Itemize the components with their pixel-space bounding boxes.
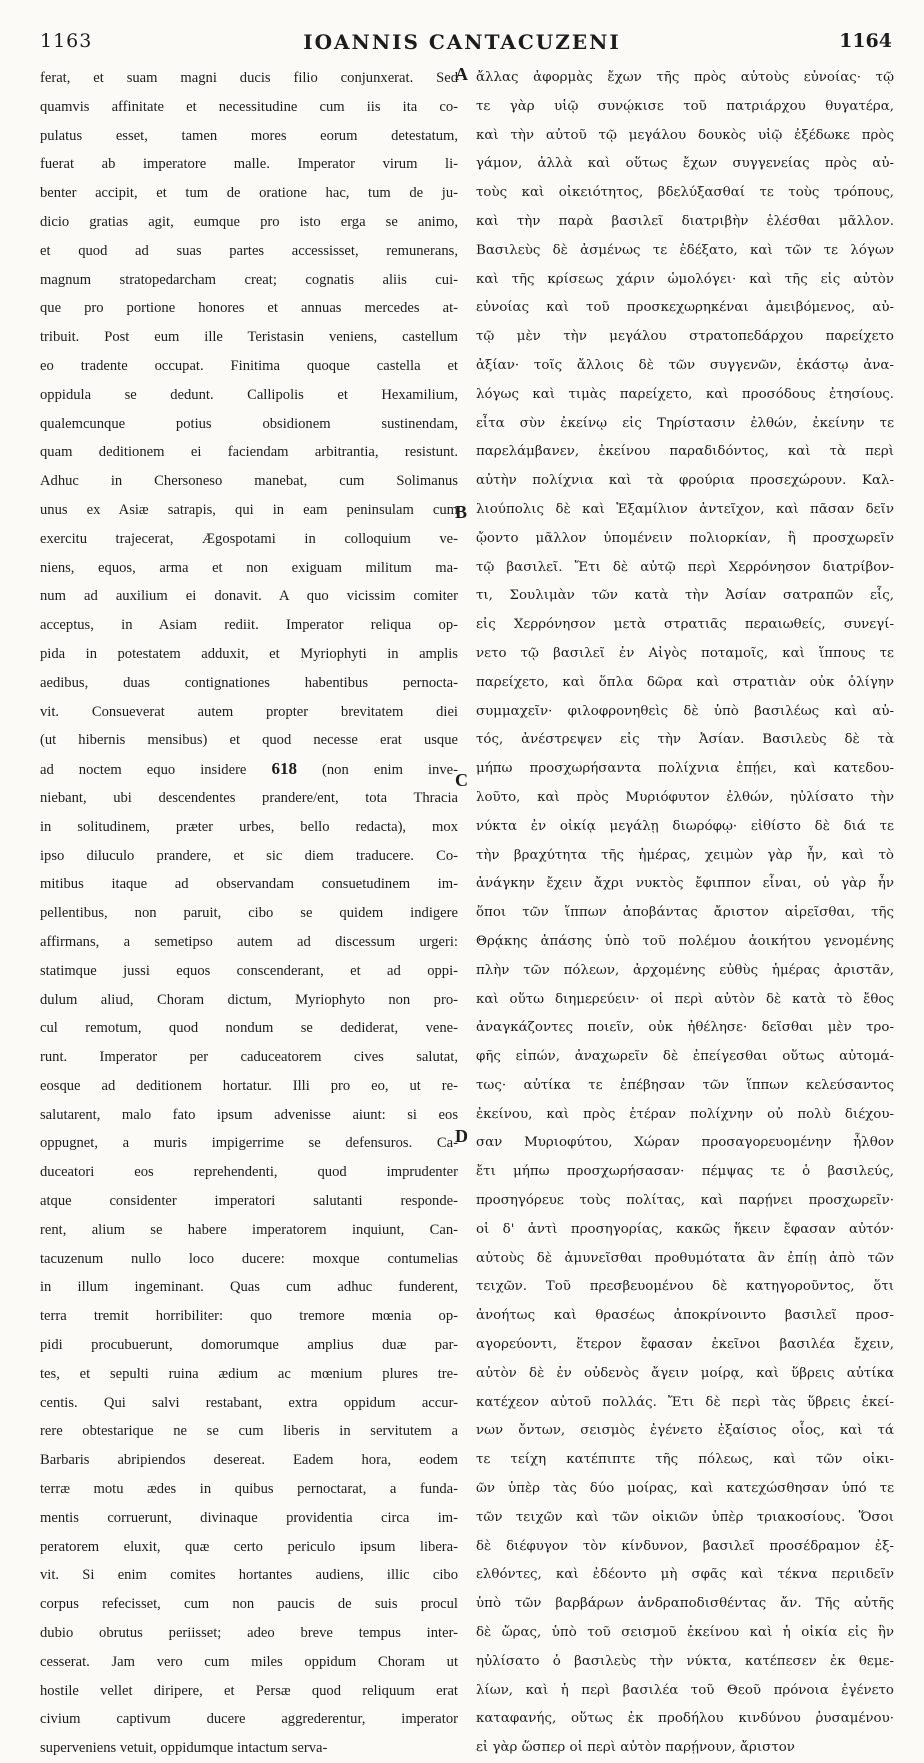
text-line: ferat, et suam magni ducis filio conjunxerat. Sed xyxy=(40,70,458,86)
text-fragment: ad noctem equo insidere xyxy=(40,762,247,779)
text-line: Βασιλεὺς δὲ ἀσμένως τε ἐδέξατο, καὶ τῶν τε λόγων xyxy=(476,242,894,258)
text-line: Θρᾴκης ἁπάσης ὑπὸ τοῦ πολέμου ἀοικήτου γενομένης xyxy=(476,933,894,949)
text-line: corpus refecisset, cum non paucis de suis procul xyxy=(40,1596,458,1613)
text-line: hostile vellet diripere, et Persæ quod reliquum erat xyxy=(40,1682,458,1699)
text-line: rent, alium se habere imperatorem inquiunt, Can- xyxy=(40,1221,458,1238)
text-line: τῷ βασιλεῖ. Ἔτι δὲ αὐτῷ περὶ Χερρόνησον διατρίβον- xyxy=(476,559,894,575)
text-line: peratorem eluxit, quæ certo periculo ipsum libera- xyxy=(40,1538,458,1555)
text-line: δὲ διέφυγον τὸν κίνδυνον, βασιλεῖ προσέδραμον ἐξ- xyxy=(476,1538,894,1554)
text-line: fuerat ab imperatore malle. Imperator virum li- xyxy=(40,156,458,173)
text-line: in illum ingeminant. Quas cum adhuc funderent, xyxy=(40,1279,458,1296)
text-line: νων ὄντων, σεισμὸς ἐγένετο ἐξαίσιος οἷος, καὶ τά xyxy=(476,1423,894,1439)
text-line: statimque jussi equos conscenderant, et ad oppi- xyxy=(40,962,458,979)
text-line: οἱ δ' ἀντὶ προσηγορίας, κακῶς ἥκειν ἔφασαν αὐτόν· xyxy=(476,1221,894,1237)
text-line: tes, et sepulti ruina ædium ac mœnium plures tre- xyxy=(40,1365,458,1382)
running-title: IOANNIS CANTACUZENI xyxy=(303,30,621,54)
page-number-right: 1164 xyxy=(839,30,892,52)
text-line: καὶ τὴν παρὰ βασιλεῖ διατριβὴν ἑλέσθαι μᾶλλον. xyxy=(476,213,894,229)
text-line: γάμον, ἀλλὰ καὶ οὕτως ἔχων συγγενείας πρὸς αὐ- xyxy=(476,156,894,172)
text-line: que pro portione honores et annuas mercedes at- xyxy=(40,300,458,317)
text-line: τῶν τειχῶν καὶ τῶν οἰκιῶν ὑπὲρ τριακοσίους. Ὅσοι xyxy=(476,1509,894,1525)
text-line: qualemcunque potius obsidionem sustinendam, xyxy=(40,415,458,432)
text-line: τι, Σουλιμὰν τῶν κατὰ τὴν Ἀσίαν σατραπῶν εἷς, xyxy=(476,588,894,604)
text-fragment: (non enim inve- xyxy=(322,762,458,779)
text-line: superveniens vetuit, oppidumque intactum serva- xyxy=(40,1740,328,1757)
text-line: et quod ad suas partes accessisset, remunerans, xyxy=(40,242,458,259)
text-line: πλὴν τῶν πόλεων, ἀρχομένης εὐθὺς ἡμέρας ἀριστᾶν, xyxy=(476,962,894,978)
text-line: μήπω προσχωρήσαντα πολίχνια ἐπῄει, καὶ κατεδου- xyxy=(476,761,894,777)
text-line: εἶτα σὺν ἐκείνῳ εἰς Τηρίστασιν ἐλθών, ἐκείνην τε xyxy=(476,415,894,431)
text-line: aedibus, duas contignationes habentibus pernocta- xyxy=(40,674,458,691)
text-line: τειχῶν. Τοῦ πρεσβευομένου δὲ κατηγοροῦντος, ὅτι xyxy=(476,1279,894,1295)
text-line: eo tradente occupat. Finitima quoque castella et xyxy=(40,357,458,374)
text-line: Barbaris abripiendos desereat. Eadem hora, eodem xyxy=(40,1452,458,1469)
text-line: ὑπὸ τῶν βαρβάρων ἀνδραποδισθέντας ἄν. Τῆς αὐτῆς xyxy=(476,1596,894,1612)
text-line: (ut hibernis mensibus) et quod necesse erat usque xyxy=(40,732,458,749)
text-line: affirmans, a semetipso autem ad discessum urgeri: xyxy=(40,933,458,950)
text-line: σαν Μυριοφύτου, Χώραν προσαγορευομένην ἦλθον xyxy=(476,1135,894,1151)
text-line: καὶ τῆς κρίσεως χάριν ὡμολόγει· καὶ τῆς εἰς αὐτὸν xyxy=(476,271,894,287)
text-line: ἐκείνου, καὶ πρὸς ἑτέραν πολίχνην οὐ πολὺ διέχου- xyxy=(476,1106,894,1122)
section-marker-c: C xyxy=(455,770,468,790)
text-line: καὶ οὕτω διημερεύειν· οἱ περὶ αὐτὸν δὲ κατὰ τὸ ἔθος xyxy=(476,991,894,1007)
text-line: ipso diluculo prandere, et sic diem traducere. Co- xyxy=(40,847,458,864)
text-line: ηὐλίσατο ὁ βασιλεὺς τὴν νύκτα, κατέπεσεν ἐκ θεμε- xyxy=(476,1653,894,1669)
text-line: atque considenter imperatori salutanti responde- xyxy=(40,1193,458,1210)
text-line: εὐνοίας καὶ τοῦ προσκεχωρηκέναι ἀμειβόμενος, αὐ- xyxy=(476,300,894,316)
text-line: num ad auxilium ei donavit. A quo vicissim comiter xyxy=(40,588,458,605)
latin-text-column xyxy=(40,64,458,1763)
text-line: αγορεύοντι, ἕτερον ἔφασαν ἐκεῖνοι βασιλέα ἔχειν, xyxy=(476,1337,894,1353)
text-line: εἰ γὰρ ὥσπερ οἱ περὶ αὐτὸν παρῄνουν, ἄριστον xyxy=(476,1740,795,1756)
text-line: συμμαχεῖν· φιλοφρονηθεὶς δὲ ὑπὸ βασιλέως καὶ αὐ- xyxy=(476,703,894,719)
text-line: ἀναγκάζοντες ποιεῖν, οὐκ ἠθέλησε· δεῖσθαι μὲν τρο- xyxy=(476,1020,894,1036)
text-line: ἀνοήτως καὶ θρασέως ἀποκρίνοιντο βασιλεῖ προσ- xyxy=(476,1308,894,1324)
text-line: τοὺς καὶ οἰκειότητος, βδελύξασθαί τε τοὺς τρόπους, xyxy=(476,185,894,201)
text-line: λίων, καὶ ἡ περὶ βασιλέα τοῦ Θεοῦ πρόνοια ἐγένετο xyxy=(476,1682,894,1698)
text-line: νετο τῷ βασιλεῖ ἐν Αἰγὸς ποταμοῖς, καὶ ἵππους τε xyxy=(476,645,894,661)
page-header xyxy=(0,0,924,56)
text-line: niens, equos, arma et non exiguam militum ma- xyxy=(40,559,458,576)
text-line: benter accipit, et tum de oratione hac, tum de ju- xyxy=(40,185,458,202)
text-line: pida in potestatem adduxit, et Myriophyti in amplis xyxy=(40,645,458,662)
text-line: αὐτοὺς δὲ ἀμυνεῖσθαι προθυμότατα ἂν ἐπίῃ ἀπὸ τῶν xyxy=(476,1250,894,1266)
text-line: duceatori eos reprehendenti, quod imprudenter xyxy=(40,1164,458,1181)
section-marker-a: A xyxy=(455,64,468,84)
text-line: pidi procubuerunt, domorumque amplius duæ par- xyxy=(40,1337,458,1354)
text-line: καταφανής, οὕτως ἐκ προδήλου κινδύνου ῥυσαμένου· xyxy=(476,1711,894,1727)
text-line: λόγως καὶ τιμὰς παρείχετο, καὶ προσόδους ἐτησίους. xyxy=(476,386,894,402)
text-line: ῶν ὑπὲρ τὰς δύο μοίρας, καὶ κατεχώσθησαν ὑπό τε xyxy=(476,1481,894,1497)
text-line: λοῦτο, καὶ πρὸς Μυριόφυτον ἐλθών, ηὐλίσατο τὴν xyxy=(476,789,894,805)
text-line: τε γὰρ υἱῷ συνῴκισε τοῦ πατριάρχου θυγατέρα, xyxy=(476,98,894,114)
text-line: exercitu trajecerat, Ægospotami in colloquium ve- xyxy=(40,530,458,547)
text-line: pulatus esset, tamen mores eorum detestatum, xyxy=(40,127,458,144)
text-line: in solitudinem, præter urbes, bello redacta), mox xyxy=(40,818,458,835)
text-line: salutarent, malo fato ipsum advenisse aiunt: si eos xyxy=(40,1106,458,1123)
page-reference-mark: 618 xyxy=(271,759,297,779)
text-line: προσηγόρευε τοὺς πολίτας, καὶ παρῄνει προσχωρεῖν· xyxy=(476,1193,894,1209)
text-line: παρείχετο, καὶ ὅπλα δῶρα καὶ στρατιὰν οὐκ ὀλίγην xyxy=(476,674,894,690)
text-line: tribuit. Post eum ille Teristasin veniens, castellum xyxy=(40,329,458,346)
text-line: terra tremit horribiliter: quo tremore mœnia op- xyxy=(40,1308,458,1325)
text-line: dubio obrutus periisset; adeo breve tempus inter- xyxy=(40,1625,458,1642)
text-line: ἀξίαν· τοῖς ἄλλοις δὲ τῶν συγγενῶν, ἑκάστῳ ἀνα- xyxy=(476,357,894,373)
text-line: oppugnet, a muris impigerrime se defensuros. Ca- xyxy=(40,1135,458,1152)
text-line: centis. Qui salvi restabant, extra oppidum accur- xyxy=(40,1394,458,1411)
section-marker-d: D xyxy=(455,1126,468,1146)
text-line: tacuzenum nullo loco ducere: moxque contumelias xyxy=(40,1250,458,1267)
text-line: terræ motu ædes in quibus pernoctarat, a funda- xyxy=(40,1481,458,1498)
text-line: pellentibus, non paruit, cibo se quidem indigere xyxy=(40,905,458,922)
text-line: παρελάμβανεν, ἐκείνου παραδιδόντος, καὶ τὰ περὶ xyxy=(476,444,894,460)
text-line: ᾤοντο μᾶλλον ὑπομένειν πολιορκίαν, ἢ προσχωρεῖν xyxy=(476,530,894,546)
text-line: νύκτα ἐν οἰκίᾳ μεγάλῃ διωρόφῳ· εἰθίστο δὲ διά τε xyxy=(476,818,894,834)
text-line: runt. Imperator per caduceatorem cives salutat, xyxy=(40,1049,458,1066)
text-line: eosque ad deditionem hortatur. Illi pro eo, ut re- xyxy=(40,1077,458,1094)
text-line: cesserat. Jam vero cum miles oppidum Choram ut xyxy=(40,1653,458,1670)
text-line: cul remotum, quod nondum se dediderat, vene- xyxy=(40,1020,458,1037)
text-line: ἀνάγκην ἔχειν ἄχρι νυκτὸς ἔφιππον εἶναι, οὐ γὰρ ἦν xyxy=(476,876,894,892)
text-line: τῷ μὲν τὴν μεγάλου στρατοπεδάρχου παρείχετο xyxy=(476,329,894,345)
greek-text-column xyxy=(476,64,894,1763)
text-line: quamvis affinitate et necessitudine cum iis ita co- xyxy=(40,98,458,115)
text-line: acceptus, in Asiam rediit. Imperator reliqua op- xyxy=(40,617,458,634)
text-line: τε τείχη κατέπιπτε τῆς πόλεως, καὶ τῶν οἰκι- xyxy=(476,1452,894,1468)
text-line: mentis corruerunt, divinaque providentia circa im- xyxy=(40,1509,458,1526)
text-line: rere obtestarique ne se cum liberis in servitutem a xyxy=(40,1423,458,1440)
section-marker-b: B xyxy=(455,502,468,522)
text-line: dulum aliud, Choram dictum, Myriophyto non pro- xyxy=(40,991,458,1008)
text-line xyxy=(40,755,458,784)
page-number-left: 1163 xyxy=(40,30,93,52)
text-line: τός, ἀνέστρεψεν εἰς τὴν Ἀσίαν. Βασιλεὺς δὲ τὰ xyxy=(476,732,894,748)
text-line: quam deditionem ei faciendam arbitrantia, resistunt. xyxy=(40,444,458,461)
text-line: niebant, ubi descendentes prandere/ent, tota Thracia xyxy=(40,789,458,806)
text-line: ἔτι μήπω προσχωρήσασαν· πέμψας τε ὁ βασιλεύς, xyxy=(476,1164,894,1180)
text-line: oppidula se dedunt. Callipolis et Hexamilium, xyxy=(40,386,458,403)
text-line: magnum stratopedarcham creat; cognatis aliis cui- xyxy=(40,271,458,288)
text-line: ἄλλας ἀφορμὰς ἔχων τῆς πρὸς αὐτοὺς εὐνοίας· τῷ xyxy=(476,70,894,85)
text-line: Adhuc in Chersoneso manebat, cum Solimanus xyxy=(40,473,458,490)
text-line: λιούπολις δὲ καὶ Ἑξαμίλιον ἀντεῖχον, καὶ πᾶσαν δεῖν xyxy=(476,501,894,517)
text-line: vit. Consueverat autem propter brevitatem diei xyxy=(40,703,458,720)
text-line: κατέχεον αὐτοῦ πολλάς. Ἔτι δὲ περὶ τὰς ὕβρεις ἐκεί- xyxy=(476,1394,894,1410)
text-line: καὶ τὴν αὐτοῦ τῷ μεγάλου δουκὸς υἱῷ ἐξέδωκε πρὸς xyxy=(476,127,894,143)
text-line: unus ex Asiæ satrapis, qui in eam peninsulam cum xyxy=(40,501,458,518)
text-line: τως· αὐτίκα τε ἐπέβησαν τῶν ἵππων κελεύσαντος xyxy=(476,1077,894,1093)
text-line: mitibus itaque ad observandam consuetudinem im- xyxy=(40,876,458,893)
text-line: αὐτὴν πολίχνια καὶ τὰ φρούρια προσεχώρουν. Καλ- xyxy=(476,473,894,489)
text-line: φῆς εἰπών, ἀναχωρεῖν δὲ ἐπείγεσθαι οὕτως αὐτομά- xyxy=(476,1049,894,1065)
text-line: αὐτὸν δὲ ἐν οὐδενὸς ἄγειν μοίρᾳ, καὶ ὕβρεις αὐτίκα xyxy=(476,1365,894,1381)
text-line: δὲ ὥρας, ὑπὸ τοῦ σεισμοῦ ἐκείνου καὶ ἡ οἰκία εἰς ἣν xyxy=(476,1625,894,1641)
text-line: dicio gratias agit, eumque pro isto erga se animo, xyxy=(40,213,458,230)
text-line: τὴν βραχύτητα τῆς ἡμέρας, χειμὼν γὰρ ἦν, καὶ τὸ xyxy=(476,847,894,863)
text-line: civium captivum ducere aggrederentur, imperator xyxy=(40,1711,458,1728)
text-line: ελθόντες, καὶ ἐδέοντο μὴ σφᾶς καὶ τέκνα περιιδεῖν xyxy=(476,1567,894,1583)
text-line: ὅποι τῶν ἵππων ἀποβάντας ἄριστον αἱρεῖσθαι, τῆς xyxy=(476,905,894,921)
text-line: εἰς Χερρόνησον μετὰ στρατιᾶς περαιωθείς, συνεγί- xyxy=(476,617,894,633)
text-line: vit. Si enim comites hortantes audiens, illic cibo xyxy=(40,1567,458,1584)
